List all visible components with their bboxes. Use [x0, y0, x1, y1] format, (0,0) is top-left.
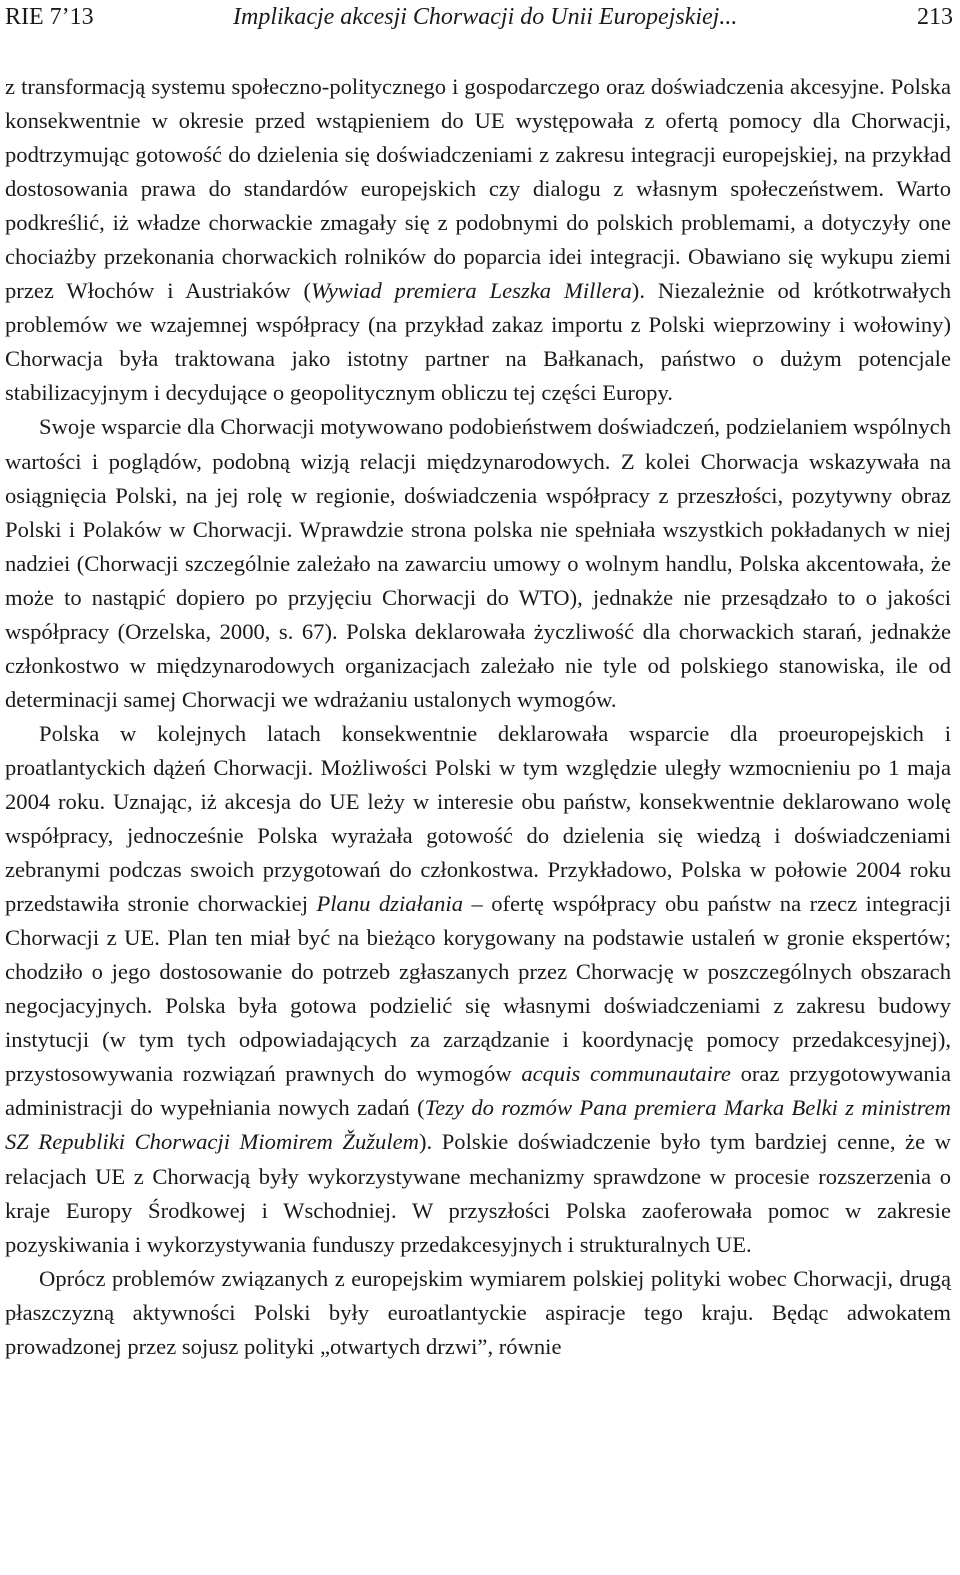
running-header [5, 0, 953, 34]
article-body [5, 70, 951, 1364]
text-run: ). Niezależnie od krótkotrwałych problemów we wzajemnej współpracy (na przykład zakaz importu z Polski wieprzowiny i wołowiny) Chorwacja była traktowana jako istotny partner na Bałkanach, państwo o dużym potencjale stabilizacyjnym i decydujące o geopolitycznym obliczu tej części Europy. [5, 278, 951, 406]
paragraph-3 [5, 717, 951, 1262]
italic-title: Planu działania [316, 891, 463, 917]
italic-term: acquis communautaire [521, 1061, 731, 1087]
text-run: ). Polskie doświadczenie było tym bardziej cenne, że w relacjach UE z Chorwacją były wykorzystywane mechanizmy sprawdzone w procesie rozszerzenia o kraje Europy Środkowej i Wschodniej. W przyszłości Polska zaoferowała pomoc w zakresie pozyskiwania i wykorzystywania funduszy przedakcesyjnych i strukturalnych UE. [5, 1129, 951, 1257]
text-run: Oprócz problemów związanych z europejskim wymiarem polskiej polityki wobec Chorwacji, drugą płaszczyzną aktywności Polski były euroatlantyckie aspiracje tego kraju. Będąc adwokatem prowadzonej przez sojusz polityki „otwartych drzwi”, równie [5, 1265, 951, 1359]
text-run: Swoje wsparcie dla Chorwacji motywowano podobieństwem doświadczeń, podzielaniem wspólnych wartości i poglądów, podobną wizją relacji międzynarodowych. Z kolei Chorwacja wskazywała na osiągnięcia Polski, na jej rolę w regionie, doświadczenia współpracy z przeszłości, pozytywny obraz Polski i Polaków w Chorwacji. Wprawdzie strona polska nie spełniała wszystkich pokładanych w niej nadziei (Chorwacji szczególnie zależało na zawarciu umowy o wolnym handlu, Polska akcentowała, że może to nastąpić dopiero po przyjęciu Chorwacji do WTO), jednakże nie przesądzało to o jakości współpracy (Orzelska, 2000, s. 67). Polska deklarowała życzliwość dla chorwackich starań, jednakże członkostwo w międzynarodowych organizacjach zależało nie tyle od polskiego stanowiska, ile od determinacji samej Chorwacji we wdrażaniu ustalonych wymogów. [5, 414, 951, 712]
text-run: Polska w kolejnych latach konsekwentnie deklarowała wsparcie dla proeuropejskich i proatlantyckich dążeń Chorwacji. Możliwości Polski w tym względzie uległy wzmocnieniu po 1 maja 2004 roku. Uznając, iż akcesja do UE leży w interesie obu państw, konsekwentnie deklarowano wolę współpracy, jednocześnie Polska wyrażała gotowość do dzielenia się wiedzą i doświadczeniami zebranymi podczas swoich przygotowań do członkostwa. Przykładowo, Polska w połowie 2004 roku przedstawiła stronie chorwackiej [5, 720, 951, 917]
text-run: – ofertę współpracy obu państw na rzecz integracji Chorwacji z UE. Plan ten miał być na bieżąco korygowany na podstawie ustaleń w gronie ekspertów; chodziło o jego dostosowanie do potrzeb zgłaszanych przez Chorwację w poszczególnych obszarach negocjacyjnych. Polska była gotowa podzielić się własnymi doświadczeniami z zakresu budowy instytucji (w tym tych odpowiadających za zarządzanie i koordynację pomocy przedakcesyjnej), przystosowywania rozwiązań prawnych do wymogów [5, 891, 951, 1087]
page-number: 213 [917, 4, 953, 30]
text-run: z transformacją systemu społeczno-politycznego i gospodarczego oraz doświadczenia akcesyjne. Polska konsekwentnie w okresie przed wstąpieniem do UE występowała z ofertą pomocy dla Chorwacji, podtrzymując gotowość do dzielenia się doświadczeniami z zakresu integracji europejskiej, na przykład dostosowania prawa do standardów europejskich czy dialogu z własnym społeczeństwem. Warto podkreślić, iż władze chorwackie zmagały się z podobnymi do polskich problemami, a dotyczyły one chociażby przekonania chorwackich rolników do poparcia idei integracji. Obawiano się wykupu ziemi przez Włochów i Austriaków ( [5, 74, 951, 304]
journal-issue: RIE 7’13 [5, 4, 94, 30]
text-run: oraz przygotowywania administracji do wypełniania nowych zadań ( [5, 1061, 951, 1121]
running-title: Implikacje akcesji Chorwacji do Unii Europejskiej... [233, 4, 738, 30]
paragraph-2 [5, 410, 951, 716]
italic-title: Tezy do rozmów Pana premiera Marka Belki z ministrem SZ Republiki Chorwacji Miomirem Žužulem [5, 1095, 951, 1155]
paragraph-1 [5, 70, 951, 410]
paragraph-4 [5, 1262, 951, 1364]
italic-title: Wywiad premiera Leszka Millera [311, 278, 632, 304]
